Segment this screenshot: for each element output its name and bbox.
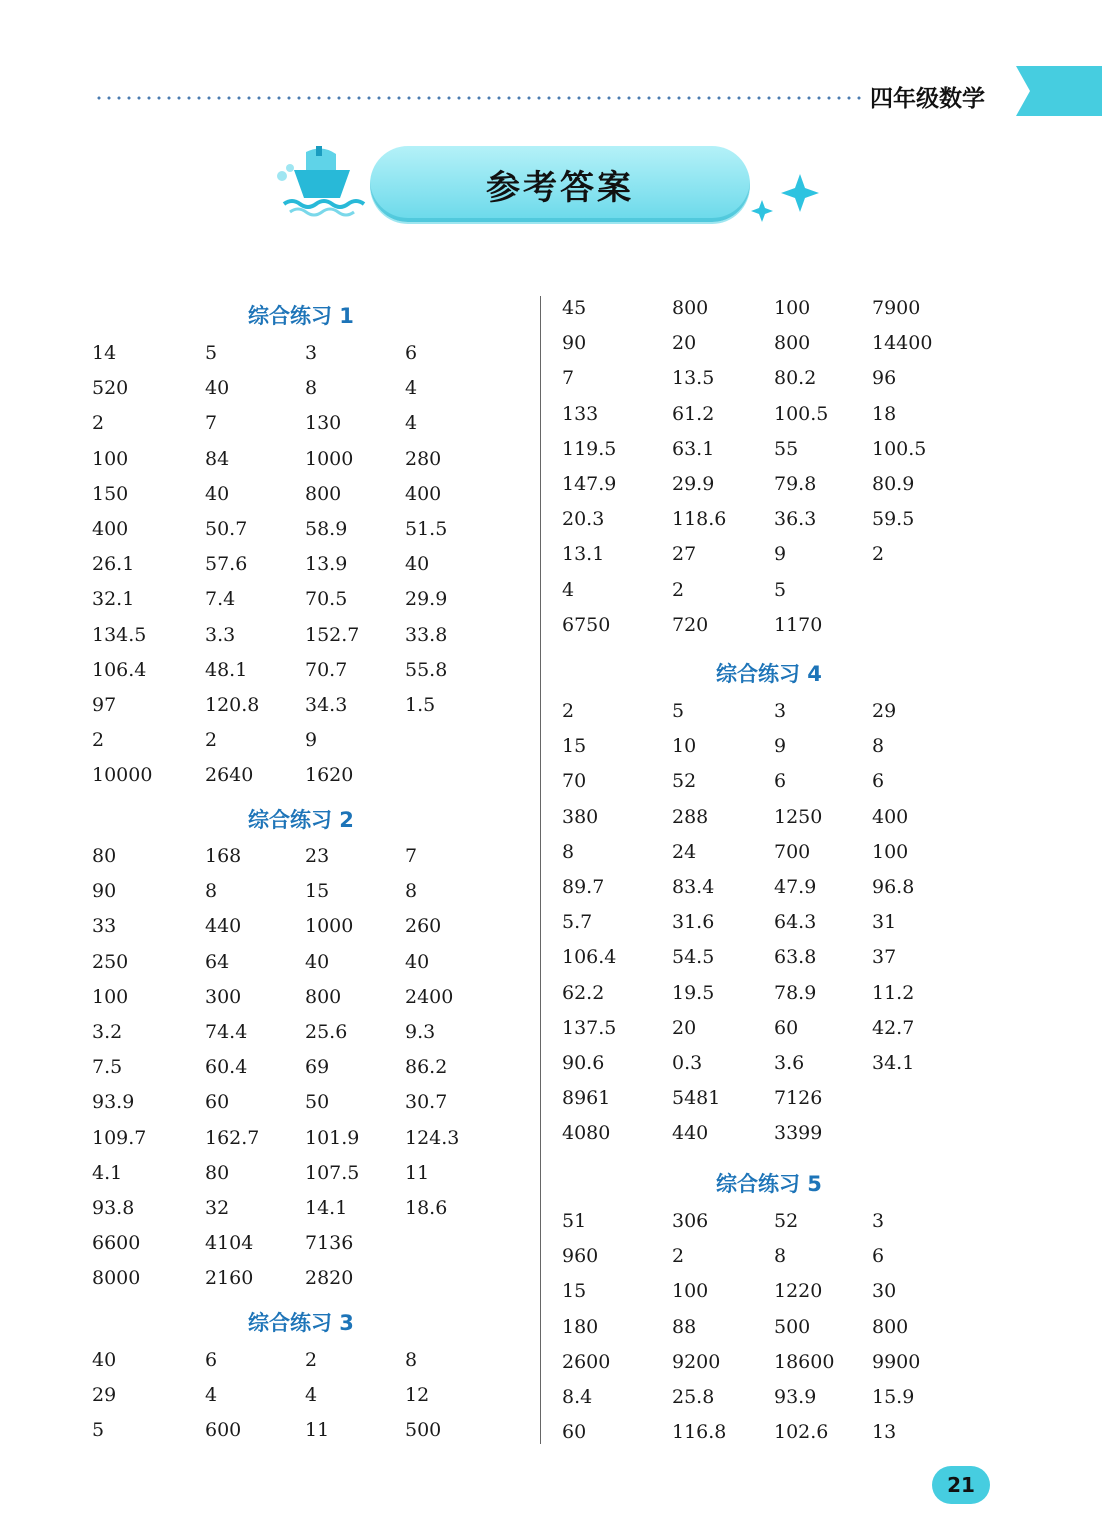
answer-value: 1000 — [305, 915, 354, 938]
answer-value: 97 — [92, 694, 117, 716]
answer-value: 60 — [562, 1421, 587, 1444]
answer-value: 90 — [562, 332, 587, 355]
answer-value: 37 — [872, 946, 897, 969]
answer-value: 55.8 — [405, 658, 448, 681]
answer-value: 107.5 — [305, 1161, 360, 1184]
answer-value: 8 — [305, 377, 318, 400]
answer-value: 800 — [305, 482, 342, 505]
answer-value: 40 — [92, 1349, 117, 1371]
answer-value: 31.6 — [672, 911, 715, 934]
answer-value: 6600 — [92, 1232, 141, 1255]
answer-value: 8 — [405, 880, 418, 903]
answer-value: 800 — [305, 985, 342, 1008]
answer-value: 15 — [562, 735, 587, 758]
answer-value: 30.7 — [405, 1091, 448, 1114]
answer-value: 288 — [672, 805, 709, 828]
answer-value: 9 — [774, 543, 787, 566]
answer-value: 960 — [562, 1245, 599, 1268]
answer-value: 100.5 — [872, 437, 927, 460]
section-title: 综合练习 2 — [248, 808, 354, 832]
answer-value: 162.7 — [205, 1126, 260, 1149]
answer-value: 7136 — [305, 1232, 354, 1255]
answer-value: 60 — [774, 1016, 799, 1039]
header-tab-decoration — [1016, 66, 1102, 116]
answer-value: 27 — [672, 543, 697, 566]
answer-value: 1170 — [774, 613, 823, 636]
section-title: 综合练习 3 — [248, 1311, 354, 1335]
answer-value: 20.3 — [562, 508, 605, 531]
answer-value: 800 — [872, 1315, 909, 1338]
answer-value: 69 — [305, 1056, 330, 1079]
answer-value: 5 — [672, 700, 685, 722]
answer-value: 51.5 — [405, 518, 448, 540]
answer-value: 7.4 — [205, 588, 236, 611]
answer-value: 11.2 — [872, 981, 915, 1004]
answer-value: 80.9 — [872, 473, 915, 495]
answer-value: 4 — [405, 377, 418, 400]
answer-value: 4 — [305, 1384, 318, 1407]
page-number-text: 21 — [947, 1473, 975, 1497]
answer-value: 10000 — [92, 764, 153, 787]
answer-value: 5 — [774, 578, 787, 601]
answer-value: 13.5 — [672, 367, 715, 390]
answer-value: 100 — [872, 840, 909, 863]
answer-value: 48.1 — [205, 658, 248, 681]
answer-value: 3399 — [774, 1122, 823, 1145]
answer-value: 8961 — [562, 1087, 611, 1110]
answer-value: 102.6 — [774, 1421, 829, 1444]
answer-value: 260 — [405, 915, 442, 938]
answer-value: 109.7 — [92, 1126, 147, 1149]
answer-value: 23 — [305, 845, 330, 867]
answer-value: 11 — [305, 1419, 330, 1442]
answer-value: 86.2 — [405, 1056, 448, 1079]
answer-value: 15.9 — [872, 1386, 915, 1408]
answer-value: 152.7 — [305, 623, 360, 646]
answer-value: 70.7 — [305, 658, 348, 681]
answer-value: 93.9 — [774, 1386, 817, 1408]
answer-value: 9 — [774, 735, 787, 758]
answer-value: 36.3 — [774, 508, 817, 531]
answer-value: 4 — [205, 1384, 218, 1407]
answer-value: 57.6 — [205, 553, 248, 576]
answer-value: 106.4 — [92, 658, 147, 681]
answer-value: 100 — [92, 447, 129, 470]
answer-value: 93.9 — [92, 1091, 135, 1114]
answer-value: 60 — [205, 1091, 230, 1114]
answer-value: 40 — [405, 950, 430, 973]
answer-value: 63.1 — [672, 437, 715, 460]
answer-value: 18 — [872, 402, 897, 425]
section-title: 综合练习 4 — [716, 662, 822, 686]
answer-value: 80 — [92, 845, 117, 867]
section-title: 综合练习 1 — [248, 304, 354, 328]
answer-value: 6 — [405, 342, 418, 364]
answer-value: 2 — [305, 1349, 318, 1371]
sparkle-icon — [748, 170, 828, 226]
answer-value: 64.3 — [774, 911, 817, 934]
answer-value: 400 — [405, 482, 442, 505]
answer-value: 51 — [562, 1210, 587, 1232]
answer-value: 60.4 — [205, 1056, 248, 1079]
answer-value: 600 — [205, 1419, 242, 1442]
answer-value: 500 — [774, 1315, 811, 1338]
answer-value: 29.9 — [405, 588, 448, 611]
answer-value: 63.8 — [774, 946, 817, 969]
answer-value: 8 — [774, 1245, 787, 1268]
answer-value: 380 — [562, 805, 599, 828]
answer-value: 4080 — [562, 1122, 611, 1145]
answer-value: 20 — [672, 332, 697, 355]
answer-value: 2 — [872, 543, 885, 566]
answer-value: 2160 — [205, 1267, 254, 1290]
answer-value: 100 — [774, 297, 811, 319]
answer-value: 150 — [92, 482, 129, 505]
answer-value: 100 — [92, 985, 129, 1008]
answer-value: 26.1 — [92, 553, 135, 576]
answer-value: 180 — [562, 1315, 599, 1338]
answer-value: 59.5 — [872, 508, 915, 531]
answer-value: 2 — [562, 700, 575, 722]
answer-value: 2 — [672, 1245, 685, 1268]
answer-value: 720 — [672, 613, 709, 636]
answer-value: 3 — [872, 1210, 885, 1232]
answer-value: 440 — [205, 915, 242, 938]
banner-title: 参考答案 — [486, 167, 634, 208]
answer-value: 32 — [205, 1197, 230, 1219]
answer-value: 134.5 — [92, 623, 147, 646]
answer-value: 2600 — [562, 1350, 611, 1373]
answer-value: 5.7 — [562, 911, 593, 934]
answer-value: 93.8 — [92, 1197, 135, 1219]
answer-value: 8 — [562, 840, 575, 863]
answer-value: 13.1 — [562, 543, 605, 566]
answer-value: 5481 — [672, 1087, 721, 1110]
answer-value: 11 — [405, 1161, 430, 1184]
answer-value: 31 — [872, 911, 897, 934]
answer-value: 4104 — [205, 1232, 254, 1255]
answer-value: 62.2 — [562, 981, 605, 1004]
answer-value: 168 — [205, 845, 242, 867]
answer-value: 118.6 — [672, 508, 727, 531]
answer-value: 25.6 — [305, 1021, 348, 1043]
answer-value: 133 — [562, 402, 599, 425]
answer-value: 40 — [205, 377, 230, 400]
answer-value: 3.3 — [205, 623, 236, 646]
answer-value: 1.5 — [405, 694, 436, 716]
answer-value: 54.5 — [672, 946, 715, 969]
answer-value: 500 — [405, 1419, 442, 1442]
answer-value: 34.1 — [872, 1052, 915, 1074]
answer-value: 1250 — [774, 805, 823, 828]
answer-value: 7 — [562, 367, 575, 390]
answer-value: 8 — [205, 880, 218, 903]
answer-value: 0.3 — [672, 1052, 703, 1074]
answer-value: 40 — [305, 950, 330, 973]
answer-value: 7 — [405, 845, 418, 867]
answer-value: 80 — [205, 1161, 230, 1184]
answer-value: 101.9 — [305, 1126, 360, 1149]
answer-value: 3.6 — [774, 1052, 805, 1074]
answer-value: 2 — [92, 412, 105, 435]
header-dotted-rule — [94, 96, 864, 100]
answer-value: 15 — [562, 1280, 587, 1303]
answer-value: 800 — [774, 332, 811, 355]
answer-value: 55 — [774, 437, 799, 460]
answer-value: 9200 — [672, 1350, 721, 1373]
answer-value: 18600 — [774, 1350, 835, 1373]
answer-value: 100 — [672, 1280, 709, 1303]
answer-value: 4 — [405, 412, 418, 435]
answer-value: 47.9 — [774, 876, 817, 898]
answer-value: 20 — [672, 1016, 697, 1039]
answer-value: 14400 — [872, 332, 933, 355]
answer-value: 19.5 — [672, 981, 715, 1004]
answer-value: 45 — [562, 297, 587, 319]
answer-value: 6 — [872, 1245, 885, 1268]
answer-value: 1000 — [305, 447, 354, 470]
answer-value: 61.2 — [672, 402, 715, 425]
answer-value: 124.3 — [405, 1126, 460, 1149]
answer-value: 89.7 — [562, 876, 605, 898]
answer-value: 300 — [205, 985, 242, 1008]
answer-value: 25.8 — [672, 1386, 715, 1408]
answer-value: 13.9 — [305, 553, 348, 576]
answer-value: 6750 — [562, 613, 611, 636]
answer-value: 24 — [672, 840, 697, 863]
answer-value: 119.5 — [562, 437, 617, 460]
answer-value: 52 — [774, 1210, 799, 1232]
answer-value: 34.3 — [305, 694, 348, 716]
answer-value: 7900 — [872, 297, 921, 319]
answer-value: 8 — [872, 735, 885, 758]
answer-value: 6 — [205, 1349, 218, 1371]
answer-value: 130 — [305, 412, 342, 435]
answer-value: 250 — [92, 950, 129, 973]
answer-value: 29.9 — [672, 473, 715, 495]
answer-value: 29 — [872, 700, 897, 722]
answer-value: 137.5 — [562, 1016, 617, 1039]
answer-value: 5 — [92, 1419, 105, 1442]
answer-value: 2 — [205, 729, 218, 752]
column-divider — [540, 296, 541, 1444]
answer-value: 6 — [872, 770, 885, 793]
answer-value: 14 — [92, 342, 117, 364]
answer-value: 2640 — [205, 764, 254, 787]
ship-icon — [270, 140, 366, 220]
answer-value: 64 — [205, 950, 230, 973]
answer-value: 120.8 — [205, 694, 260, 716]
answer-value: 70 — [562, 770, 587, 793]
answer-value: 96 — [872, 367, 897, 390]
answer-value: 84 — [205, 447, 230, 470]
answer-value: 78.9 — [774, 981, 817, 1004]
answer-value: 3 — [774, 700, 787, 722]
answer-value: 147.9 — [562, 473, 617, 495]
answer-value: 700 — [774, 840, 811, 863]
answer-value: 33.8 — [405, 623, 448, 646]
answer-value: 80.2 — [774, 367, 817, 390]
answer-value: 58.9 — [305, 518, 348, 540]
answer-value: 50 — [305, 1091, 330, 1114]
answer-value: 3.2 — [92, 1021, 123, 1043]
answer-value: 30 — [872, 1280, 897, 1303]
page-number — [932, 1466, 990, 1504]
answer-value: 3 — [305, 342, 318, 364]
answer-key-banner — [370, 146, 750, 222]
answer-value: 29 — [92, 1384, 117, 1407]
answer-value: 7 — [205, 412, 218, 435]
answer-value: 2820 — [305, 1267, 354, 1290]
answer-value: 14.1 — [305, 1197, 348, 1219]
grade-subject-label: 四年级数学 — [870, 86, 985, 112]
answer-value: 2 — [672, 578, 685, 601]
answer-value: 8.4 — [562, 1386, 593, 1408]
answer-value: 42.7 — [872, 1016, 915, 1039]
answer-value: 4.1 — [92, 1161, 123, 1184]
answer-value: 70.5 — [305, 588, 348, 611]
answer-value: 800 — [672, 297, 709, 319]
answer-value: 18.6 — [405, 1197, 448, 1219]
answer-value: 8 — [405, 1349, 418, 1371]
answer-value: 7.5 — [92, 1056, 123, 1079]
answer-value: 400 — [92, 518, 129, 540]
answer-value: 2400 — [405, 985, 454, 1008]
answer-value: 52 — [672, 770, 697, 793]
answer-value: 88 — [672, 1315, 697, 1338]
answer-value: 15 — [305, 880, 330, 903]
answer-value: 280 — [405, 447, 442, 470]
answer-value: 40 — [205, 482, 230, 505]
answer-value: 5 — [205, 342, 218, 364]
answer-value: 9.3 — [405, 1021, 436, 1043]
answer-value: 400 — [872, 805, 909, 828]
answer-value: 12 — [405, 1384, 430, 1407]
answer-value: 96.8 — [872, 876, 915, 898]
answer-value: 50.7 — [205, 518, 248, 540]
answer-value: 306 — [672, 1210, 709, 1232]
answer-value: 32.1 — [92, 588, 135, 611]
answer-value: 4 — [562, 578, 575, 601]
section-title: 综合练习 5 — [716, 1172, 822, 1196]
answer-value: 74.4 — [205, 1021, 248, 1043]
answer-value: 7126 — [774, 1087, 823, 1110]
answer-value: 440 — [672, 1122, 709, 1145]
answer-value: 9900 — [872, 1350, 921, 1373]
answer-value: 90 — [92, 880, 117, 903]
answer-value: 100.5 — [774, 402, 829, 425]
answer-value: 9 — [305, 729, 318, 752]
answer-value: 90.6 — [562, 1052, 605, 1074]
answer-value: 79.8 — [774, 473, 817, 495]
answer-value: 2 — [92, 729, 105, 752]
answer-value: 8000 — [92, 1267, 141, 1290]
answer-value: 83.4 — [672, 876, 715, 898]
answer-value: 1220 — [774, 1280, 823, 1303]
answer-value: 106.4 — [562, 946, 617, 969]
answer-value: 520 — [92, 377, 129, 400]
answer-value: 40 — [405, 553, 430, 576]
answer-value: 33 — [92, 915, 117, 938]
answer-value: 10 — [672, 735, 697, 758]
answer-value: 13 — [872, 1421, 897, 1444]
answer-value: 1620 — [305, 764, 354, 787]
answer-value: 6 — [774, 770, 787, 793]
answer-value: 116.8 — [672, 1421, 727, 1444]
